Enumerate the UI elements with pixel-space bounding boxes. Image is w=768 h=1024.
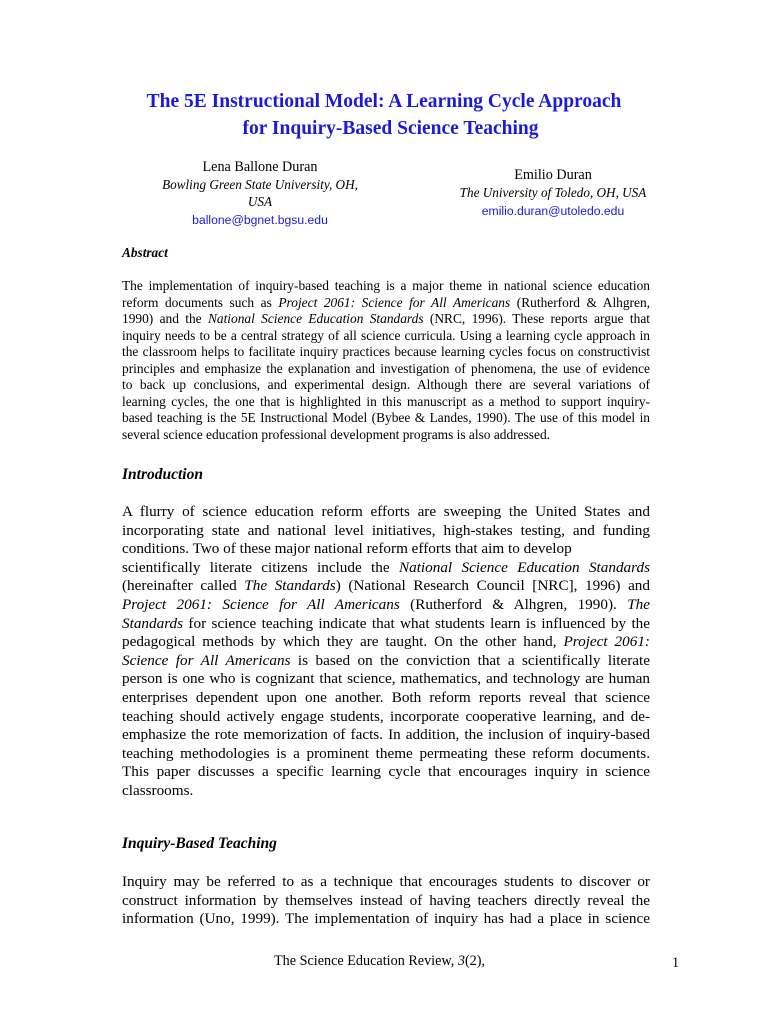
- author-block-2: [418, 166, 688, 220]
- title-line-2: for Inquiry-Based Science Teaching: [242, 118, 539, 139]
- text-line: the classroom helps to facilitate inquiry practices because learning cycles focus on constructivist: [122, 344, 650, 359]
- text-line: A flurry of science education reform efforts are sweeping the United States and: [122, 503, 650, 520]
- text-line: teaching should actively engage students, incorporate cooperative learning, and de-: [122, 707, 650, 725]
- journal-name: The Science Education Review,: [274, 953, 455, 969]
- italic-title: Standards: [122, 614, 184, 632]
- author-email-link[interactable]: emilio.duran@utoledo.edu: [481, 204, 625, 218]
- italic-title: National Science Education Standards: [398, 558, 650, 576]
- abstract-paragraph: [122, 278, 650, 443]
- text-line: The implementation of inquiry-based teaching is a major theme in national science education: [122, 278, 650, 293]
- abstract-heading: Abstract: [122, 245, 168, 260]
- text-line: incorporating state and national level initiatives, high-stakes testing, and funding: [122, 521, 650, 539]
- text-line: enterprises dependent upon one another. Both reform reports reveal that science: [122, 688, 650, 706]
- text-line: scientifically literate citizens include the National Science Education Standards: [122, 558, 650, 576]
- text-line: 1990) and the National Science Education Standards (NRC, 1996). These reports argue that: [122, 311, 650, 326]
- author-affiliation: The University of Toledo, OH, USA: [459, 185, 647, 200]
- text-line: several science education professional development programs is also addressed.: [122, 426, 550, 442]
- introduction-paragraph: [122, 503, 650, 801]
- journal-volume: 3: [457, 953, 465, 969]
- italic-title: The Standards: [244, 577, 336, 595]
- text-line: principles and emphasize the explanation and investigation of phenomena, the use of evidence: [122, 360, 650, 376]
- text-line: Science for All Americans is based on the conviction that a scientifically literate: [122, 651, 651, 669]
- text-line: Inquiry may be referred to as a technique that encourages students to discover or: [122, 873, 650, 890]
- text-line: based teaching is the 5E Instructional Model (Bybee & Landes, 1990). The use of this model in: [122, 410, 650, 425]
- italic-title: Project 2061: Science for All Americans: [278, 294, 511, 310]
- inquiry-based-teaching-heading: Inquiry-Based Teaching: [122, 835, 277, 852]
- italic-title: Project 2061:: [563, 633, 650, 651]
- author-block-1: [140, 158, 380, 229]
- text-line: pedagogical methods by which they are taught. On the other hand, Project 2061:: [122, 633, 650, 651]
- text-line: Standards for science teaching indicate that what students learn is influenced by the: [122, 614, 650, 632]
- text-line: learning cycles, the one that is highlighted in this manuscript as a method to support inquiry-: [122, 393, 650, 409]
- text-line: reform documents such as Project 2061: Science for All Americans (Rutherford & Alhgren,: [122, 294, 650, 310]
- author-name: Emilio Duran: [514, 167, 592, 183]
- text-line: Project 2061: Science for All Americans (Rutherford & Alhgren, 1990). The: [122, 595, 650, 613]
- italic-title: The: [627, 595, 650, 613]
- text-line: inquiry needs to be a central strategy of all science curricula. Using a learning cycle approach in: [122, 327, 650, 343]
- text-line: emphasize the rote memorization of facts. In addition, the inclusion of inquiry-based: [122, 726, 650, 744]
- italic-title: Project 2061: Science for All Americans: [122, 595, 400, 613]
- journal-citation: [274, 953, 485, 970]
- author-name: Lena Ballone Duran: [202, 159, 318, 175]
- italic-title: National Science Education Standards: [207, 311, 424, 326]
- text-line: (hereinafter called The Standards) (National Research Council [NRC], 1996) and: [122, 577, 650, 595]
- introduction-heading: Introduction: [122, 466, 203, 483]
- text-line: information (Uno, 1999). The implementation of inquiry has had a place in science: [122, 910, 650, 928]
- inquiry-paragraph: [122, 873, 650, 929]
- text-line: classrooms.: [122, 781, 194, 799]
- paper-title: [0, 88, 768, 142]
- text-line: teaching methodologies is a prominent theme permeating these reform documents.: [122, 744, 650, 762]
- title-line-1: The 5E Instructional Model: A Learning Cycle Approach: [146, 91, 622, 112]
- italic-title: Science for All Americans: [122, 651, 291, 669]
- page-number: 1: [672, 955, 680, 971]
- text-line: construct information by themselves instead of having teachers directly reveal the: [122, 891, 650, 909]
- author-affiliation-cont: USA: [247, 194, 273, 209]
- text-line: person is one who is cognizant that science, mathematics, and technology are human: [122, 670, 650, 688]
- author-affiliation: Bowling Green State University, OH,: [162, 177, 358, 192]
- text-line: conditions. Two of these major national reform efforts that aim to develop: [122, 540, 572, 558]
- text-line: to back up conclusions, and experimental design. Although there are several variations of: [122, 377, 650, 392]
- journal-issue: (2),: [464, 953, 486, 969]
- author-email-link[interactable]: ballone@bgnet.bgsu.edu: [192, 213, 328, 227]
- text-line: This paper discusses a specific learning cycle that encourages inquiry in science: [122, 763, 650, 781]
